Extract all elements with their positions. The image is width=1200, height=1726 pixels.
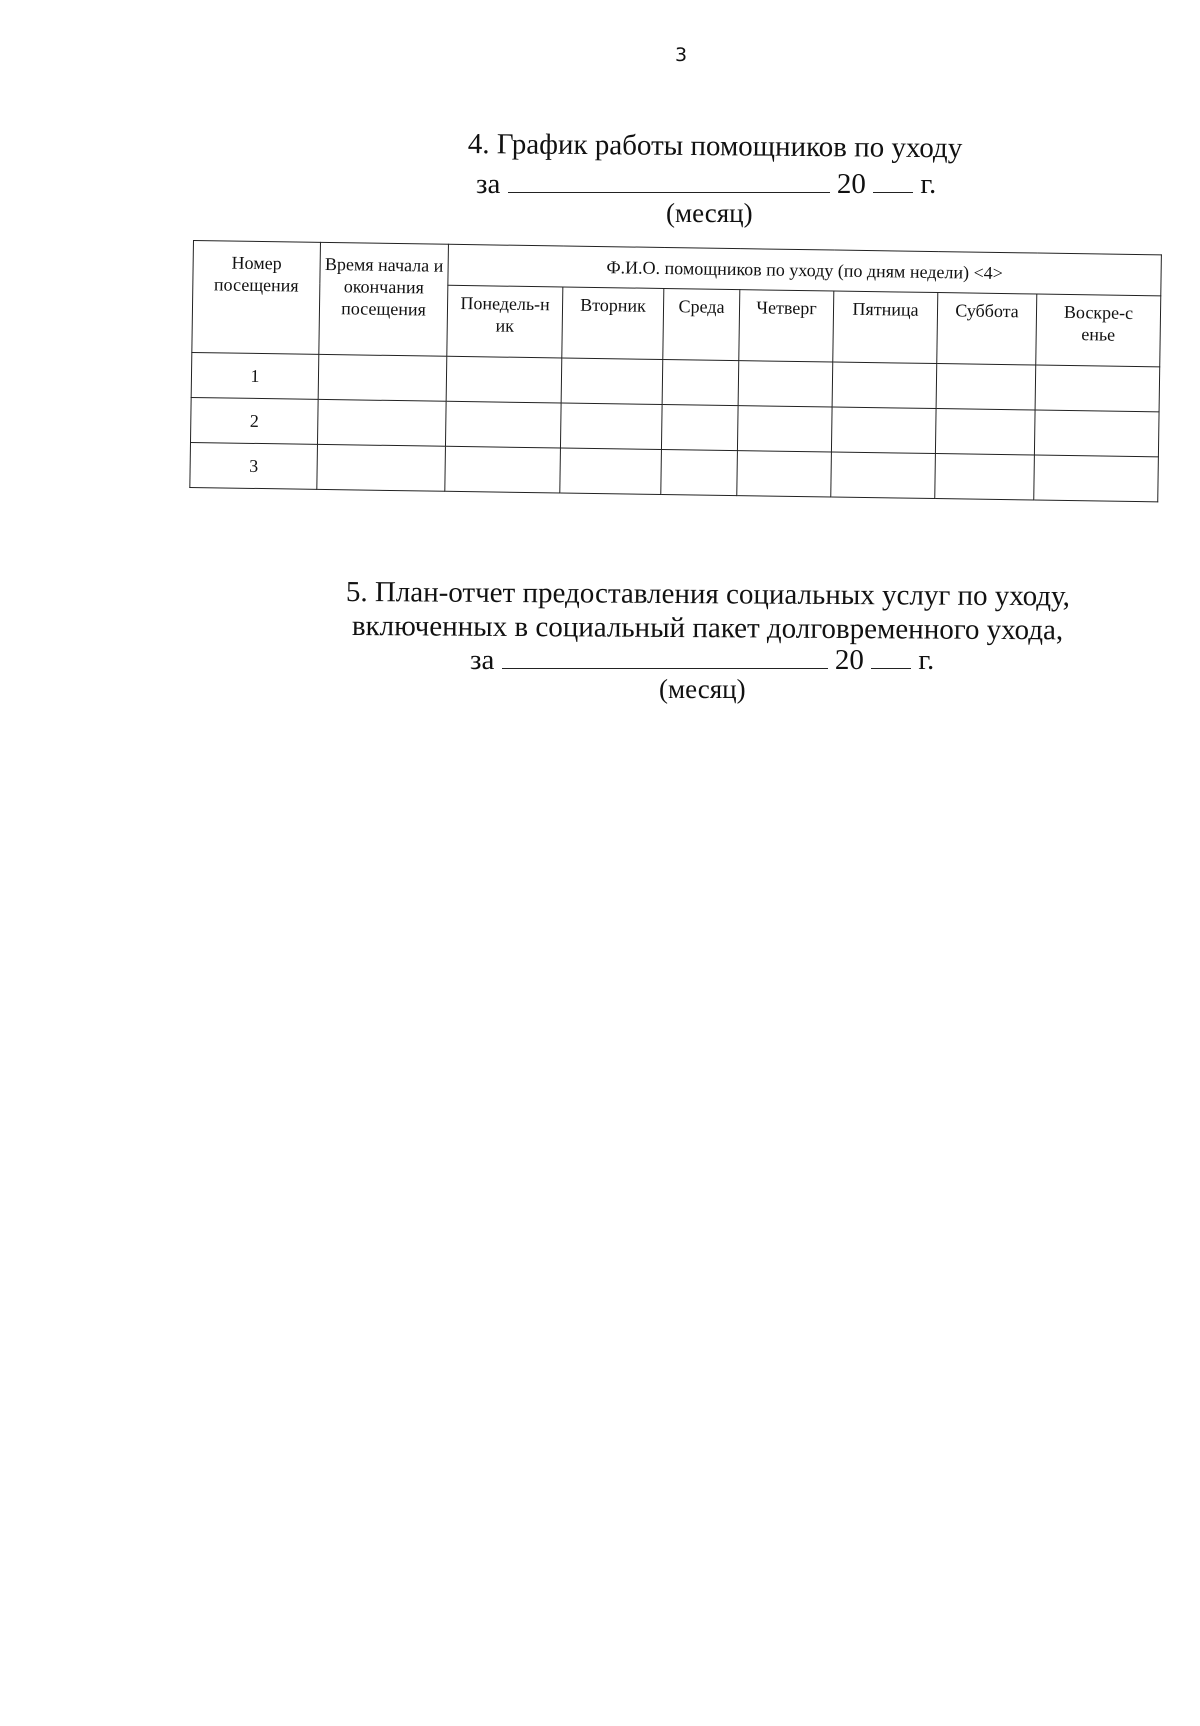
table-cell[interactable]	[832, 362, 937, 409]
year-blank[interactable]	[873, 168, 913, 193]
table-cell[interactable]	[561, 358, 663, 404]
header-day-friday: Пятница	[833, 291, 938, 364]
section-4-month-caption: (месяц)	[666, 198, 753, 228]
table-cell[interactable]	[1034, 455, 1159, 502]
year-prefix: 20	[836, 168, 866, 200]
table-cell[interactable]	[935, 454, 1035, 500]
table-cell[interactable]	[560, 403, 662, 449]
period-prefix: за	[476, 168, 501, 200]
section-5-period-line	[470, 642, 934, 678]
period-prefix: за	[470, 644, 495, 676]
table-cell[interactable]	[831, 452, 936, 499]
visit-number-cell: 3	[190, 442, 318, 489]
table-cell[interactable]	[737, 406, 832, 452]
table-cell[interactable]	[317, 444, 446, 491]
table-cell[interactable]	[446, 356, 562, 403]
care-schedule-table	[189, 240, 1162, 502]
year-suffix: г.	[918, 644, 935, 676]
table-cell[interactable]	[661, 404, 738, 450]
header-visit-time: Время начала и окончания посещения	[319, 242, 449, 356]
header-assistants-by-weekday: Ф.И.О. помощников по уходу (по дням недели) <4>	[448, 244, 1162, 296]
header-day-monday: Понедель-ник	[447, 285, 563, 358]
header-day-tuesday: Вторник	[562, 287, 664, 359]
table-cell[interactable]	[318, 354, 447, 401]
page-number: 3	[674, 44, 688, 66]
header-day-thursday: Четверг	[739, 290, 834, 362]
header-visit-number: Номер посещения	[192, 241, 321, 355]
table-cell[interactable]	[737, 451, 832, 497]
section-5-month-caption: (месяц)	[659, 674, 746, 704]
table-cell[interactable]	[662, 359, 739, 405]
header-day-sunday: Воскре-сенье	[1036, 294, 1161, 367]
visit-number-cell: 1	[191, 352, 319, 399]
table-cell[interactable]	[661, 449, 738, 495]
section-4-period-line	[476, 166, 936, 202]
table-cell[interactable]	[1034, 410, 1159, 457]
month-blank[interactable]	[502, 644, 828, 669]
table-cell[interactable]	[317, 399, 446, 446]
section-5-title-line-1: 5. План-отчет предоставления социальных услуг по уходу,	[345, 575, 1071, 613]
header-day-saturday: Суббота	[937, 293, 1037, 365]
table-cell[interactable]	[831, 407, 936, 454]
table-cell[interactable]	[1035, 365, 1160, 412]
table-cell[interactable]	[445, 446, 561, 493]
year-blank[interactable]	[871, 644, 911, 669]
table-cell[interactable]	[738, 361, 833, 407]
table-cell[interactable]	[936, 364, 1036, 410]
section-4-title: 4. График работы помощников по уходу	[467, 127, 963, 165]
header-day-wednesday: Среда	[663, 288, 740, 360]
visit-number-cell: 2	[190, 397, 318, 444]
month-blank[interactable]	[508, 168, 830, 193]
table-cell[interactable]	[445, 401, 561, 448]
year-prefix: 20	[834, 644, 864, 676]
year-suffix: г.	[920, 168, 937, 200]
table-cell[interactable]	[560, 448, 662, 494]
table-cell[interactable]	[935, 409, 1035, 455]
section-5-title-line-2: включенных в социальный пакет долговременного ухода,	[351, 609, 1064, 647]
